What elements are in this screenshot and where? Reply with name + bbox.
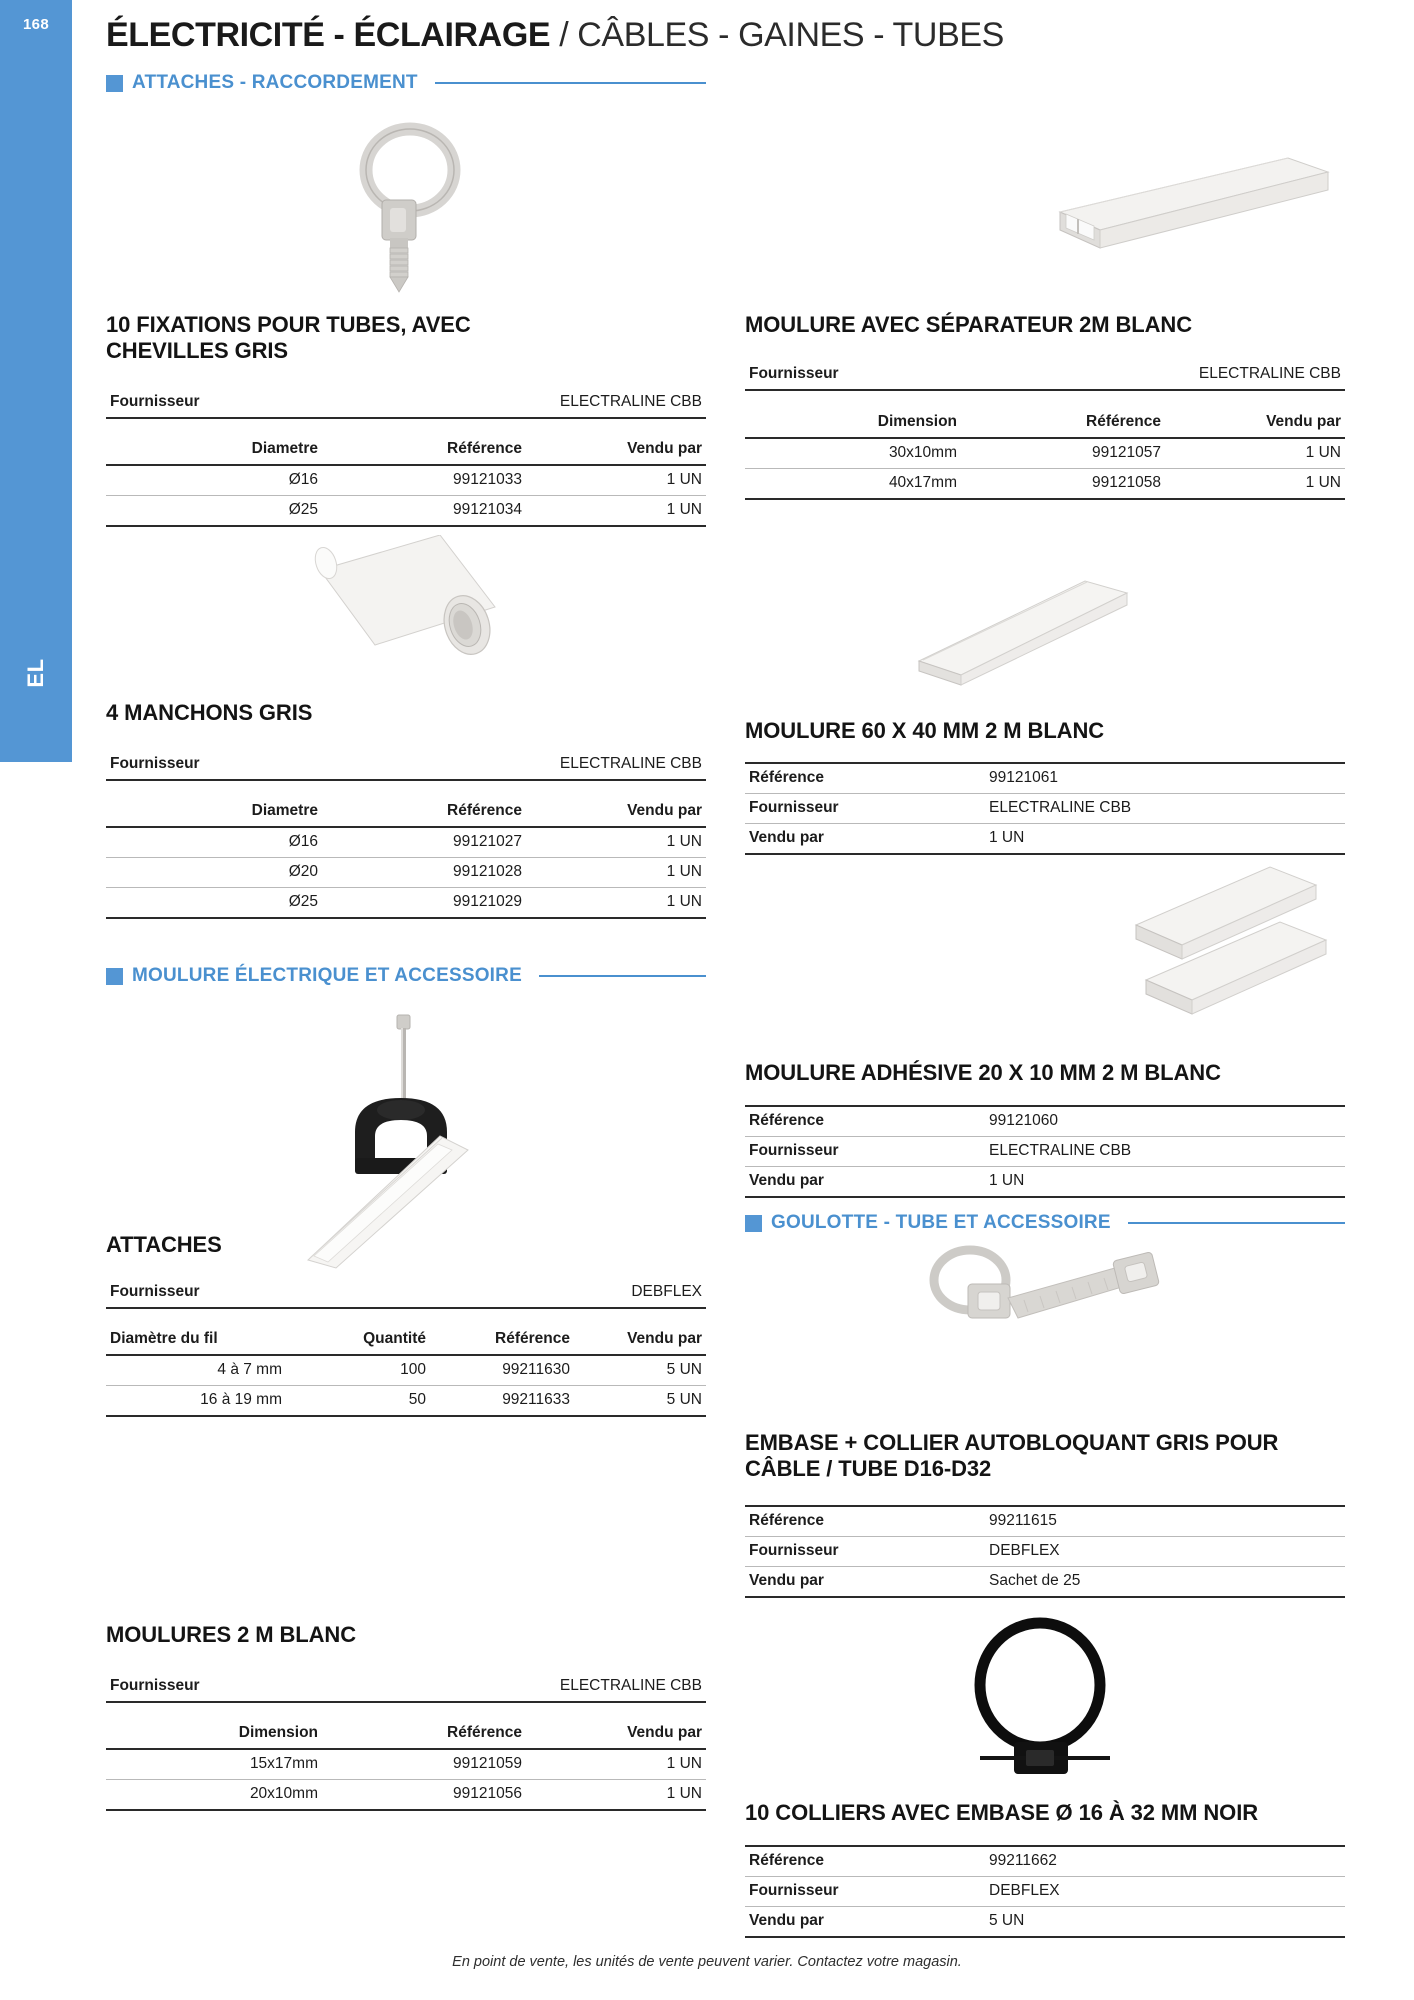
category-header-moulure-electrique [106, 965, 706, 987]
cell-vendu-par: 1 UN [1165, 469, 1345, 500]
spec-label-reference: Référence [745, 1106, 985, 1137]
category-header-attaches-raccordement [106, 72, 706, 94]
column-header-diametre: Diametre [106, 797, 322, 827]
moulure-2m-blanc-product-image [300, 1130, 480, 1270]
supplier-table-moulures-2m-blanc [106, 1672, 706, 1703]
spec-table-embase-collier [745, 1505, 1345, 1598]
spec-value-fournisseur: ELECTRALINE CBB [985, 794, 1345, 824]
category-label: MOULURE ÉLECTRIQUE ET ACCESSOIRE [132, 965, 522, 986]
cell-reference: 99121033 [322, 465, 526, 496]
table-row [745, 360, 1345, 390]
table-row [745, 1907, 1345, 1938]
cell-dimension: 30x10mm [745, 438, 961, 469]
cell-reference: 99211630 [430, 1355, 574, 1386]
table-row [106, 750, 706, 780]
table-row [106, 388, 706, 418]
cell-diametre: Ø25 [106, 888, 322, 919]
cell-diametre: Ø20 [106, 858, 322, 888]
spec-label-reference: Référence [745, 763, 985, 794]
product-title-manchons-gris: 4 MANCHONS GRIS [106, 700, 313, 725]
column-header-vendu-par: Vendu par [526, 1719, 706, 1749]
category-label: ATTACHES - RACCORDEMENT [132, 72, 418, 93]
cell-reference: 99121057 [961, 438, 1165, 469]
supplier-label: Fournisseur [745, 360, 981, 390]
spec-table-moulures-2m-blanc [106, 1719, 706, 1811]
spec-label-fournisseur: Fournisseur [745, 1537, 985, 1567]
supplier-label: Fournisseur [106, 750, 342, 780]
table-row [745, 1506, 1345, 1537]
column-header-dimension: Dimension [106, 1719, 322, 1749]
product-title-fixations-tubes: 10 FIXATIONS POUR TUBES, AVEC CHEVILLES GRIS [106, 312, 471, 364]
supplier-table-manchons-gris [106, 750, 706, 781]
table-row [745, 438, 1345, 469]
supplier-table-attaches [106, 1278, 706, 1309]
spec-value-fournisseur: DEBFLEX [985, 1877, 1345, 1907]
spec-table-moulure-separateur [745, 408, 1345, 500]
table-row [745, 763, 1345, 794]
column-header-reference: Référence [322, 435, 526, 465]
table-row [106, 858, 706, 888]
table-header-row [106, 1325, 706, 1355]
product-title-moulure-60x40: MOULURE 60 X 40 MM 2 M BLANC [745, 718, 1105, 743]
cell-reference: 99121058 [961, 469, 1165, 500]
spec-table-moulure-60x40 [745, 762, 1345, 855]
product-title-embase-collier: EMBASE + COLLIER AUTOBLOQUANT GRIS POUR CÂBLE / TUBE D16-D32 [745, 1430, 1279, 1482]
table-row [745, 1106, 1345, 1137]
category-header-goulotte-tube [745, 1212, 1345, 1234]
column-header-reference: Référence [430, 1325, 574, 1355]
supplier-label: Fournisseur [106, 1278, 438, 1308]
spec-value-fournisseur: DEBFLEX [985, 1537, 1345, 1567]
cell-vendu-par: 1 UN [526, 496, 706, 527]
cell-vendu-par: 1 UN [526, 827, 706, 858]
table-row [745, 469, 1345, 500]
spec-label-fournisseur: Fournisseur [745, 1877, 985, 1907]
supplier-value: DEBFLEX [438, 1278, 706, 1308]
cell-vendu-par: 1 UN [526, 1749, 706, 1780]
spec-value-vendu-par: 5 UN [985, 1907, 1345, 1938]
cell-dimension: 15x17mm [106, 1749, 322, 1780]
spec-label-reference: Référence [745, 1846, 985, 1877]
table-row [106, 888, 706, 919]
square-bullet-icon [106, 75, 123, 92]
table-row [106, 465, 706, 496]
table-row [106, 1386, 706, 1417]
cell-vendu-par: 5 UN [574, 1386, 706, 1417]
cell-reference: 99121056 [322, 1780, 526, 1811]
table-row [106, 1672, 706, 1702]
column-header-vendu-par: Vendu par [526, 797, 706, 827]
column-header-reference: Référence [961, 408, 1165, 438]
cell-dimension: 40x17mm [745, 469, 961, 500]
spec-label-vendu-par: Vendu par [745, 1567, 985, 1598]
spec-label-reference: Référence [745, 1506, 985, 1537]
table-header-row [106, 797, 706, 827]
fixation-clip-product-image [320, 120, 510, 295]
spec-label-fournisseur: Fournisseur [745, 1137, 985, 1167]
table-row [106, 1355, 706, 1386]
cell-quantite: 50 [286, 1386, 430, 1417]
category-rule-divider [539, 975, 706, 977]
table-row [106, 1749, 706, 1780]
category-rule-divider [1128, 1222, 1345, 1224]
cell-reference: 99211633 [430, 1386, 574, 1417]
supplier-table-moulure-separateur [745, 360, 1345, 391]
spec-table-attaches [106, 1325, 706, 1417]
table-row [106, 1780, 706, 1811]
supplier-value: ELECTRALINE CBB [342, 1672, 706, 1702]
column-header-vendu-par: Vendu par [526, 435, 706, 465]
spec-value-reference: 99211662 [985, 1846, 1345, 1877]
cell-vendu-par: 1 UN [1165, 438, 1345, 469]
product-title-moulure-adhesive: MOULURE ADHÉSIVE 20 X 10 MM 2 M BLANC [745, 1060, 1221, 1085]
table-row [745, 1137, 1345, 1167]
spec-label-vendu-par: Vendu par [745, 824, 985, 855]
manchon-sleeve-product-image [295, 535, 525, 665]
table-row [745, 1877, 1345, 1907]
page-number: 168 [23, 16, 49, 33]
page-title-primary: ÉLECTRICITÉ - ÉCLAIRAGE [106, 16, 551, 54]
supplier-value: ELECTRALINE CBB [342, 388, 706, 418]
cell-diametre: Ø16 [106, 827, 322, 858]
moulure-adhesive-product-image [1130, 865, 1330, 1045]
table-header-row [106, 435, 706, 465]
supplier-table-fixations-tubes [106, 388, 706, 419]
cell-diametre-fil: 16 à 19 mm [106, 1386, 286, 1417]
supplier-label: Fournisseur [106, 1672, 342, 1702]
table-row [745, 1537, 1345, 1567]
spec-value-fournisseur: ELECTRALINE CBB [985, 1137, 1345, 1167]
cell-reference: 99121029 [322, 888, 526, 919]
spec-label-vendu-par: Vendu par [745, 1907, 985, 1938]
table-row [106, 1278, 706, 1308]
embase-collier-product-image [900, 1240, 1180, 1380]
table-header-row [745, 408, 1345, 438]
column-header-diametre: Diametre [106, 435, 322, 465]
cell-reference: 99121027 [322, 827, 526, 858]
column-header-reference: Référence [322, 797, 526, 827]
page-title-secondary: / CÂBLES - GAINES - TUBES [559, 16, 1004, 54]
product-title-attaches: ATTACHES [106, 1232, 222, 1257]
footer-disclaimer: En point de vente, les unités de vente peuvent varier. Contactez votre magasin. [452, 1954, 962, 1970]
spec-value-reference: 99121060 [985, 1106, 1345, 1137]
table-row [106, 496, 706, 527]
cell-vendu-par: 1 UN [526, 858, 706, 888]
cell-vendu-par: 1 UN [526, 1780, 706, 1811]
table-row [745, 794, 1345, 824]
table-header-row [106, 1719, 706, 1749]
product-title-colliers-embase: 10 COLLIERS AVEC EMBASE Ø 16 À 32 MM NOIR [745, 1800, 1258, 1825]
spec-value-vendu-par: Sachet de 25 [985, 1567, 1345, 1598]
table-row [745, 1567, 1345, 1598]
table-row [745, 1167, 1345, 1198]
cell-diametre: Ø25 [106, 496, 322, 527]
column-header-vendu-par: Vendu par [1165, 408, 1345, 438]
column-header-vendu-par: Vendu par [574, 1325, 706, 1355]
product-title-moulures-2m-blanc: MOULURES 2 M BLANC [106, 1622, 356, 1647]
cell-vendu-par: 1 UN [526, 888, 706, 919]
spec-value-reference: 99121061 [985, 763, 1345, 794]
spec-value-vendu-par: 1 UN [985, 1167, 1345, 1198]
category-label: GOULOTTE - TUBE ET ACCESSOIRE [771, 1212, 1111, 1233]
cell-reference: 99121028 [322, 858, 526, 888]
cell-diametre: Ø16 [106, 465, 322, 496]
moulure-separateur-product-image [1040, 150, 1330, 260]
spec-label-vendu-par: Vendu par [745, 1167, 985, 1198]
table-row [106, 827, 706, 858]
collier-embase-noir-product-image [940, 1610, 1140, 1790]
cell-diametre-fil: 4 à 7 mm [106, 1355, 286, 1386]
page-title [106, 16, 1004, 55]
spec-table-moulure-adhesive [745, 1105, 1345, 1198]
moulure-60x40-product-image [905, 575, 1135, 690]
square-bullet-icon [745, 1215, 762, 1232]
spec-table-fixations-tubes [106, 435, 706, 527]
cell-vendu-par: 5 UN [574, 1355, 706, 1386]
square-bullet-icon [106, 968, 123, 985]
spec-table-colliers-embase [745, 1845, 1345, 1938]
spec-table-manchons-gris [106, 797, 706, 919]
table-row [745, 1846, 1345, 1877]
department-code: EL [23, 658, 48, 688]
column-header-quantite: Quantité [286, 1325, 430, 1355]
supplier-value: ELECTRALINE CBB [981, 360, 1345, 390]
cell-dimension: 20x10mm [106, 1780, 322, 1811]
spec-value-reference: 99211615 [985, 1506, 1345, 1537]
spec-label-fournisseur: Fournisseur [745, 794, 985, 824]
product-title-moulure-separateur: MOULURE AVEC SÉPARATEUR 2M BLANC [745, 312, 1192, 337]
cell-reference: 99121034 [322, 496, 526, 527]
cell-quantite: 100 [286, 1355, 430, 1386]
category-rule-divider [435, 82, 706, 84]
supplier-label: Fournisseur [106, 388, 342, 418]
cell-vendu-par: 1 UN [526, 465, 706, 496]
supplier-value: ELECTRALINE CBB [342, 750, 706, 780]
spec-value-vendu-par: 1 UN [985, 824, 1345, 855]
cell-reference: 99121059 [322, 1749, 526, 1780]
column-header-dimension: Dimension [745, 408, 961, 438]
column-header-reference: Référence [322, 1719, 526, 1749]
table-row [745, 824, 1345, 855]
column-header-diametre-fil: Diamètre du fil [106, 1325, 286, 1355]
